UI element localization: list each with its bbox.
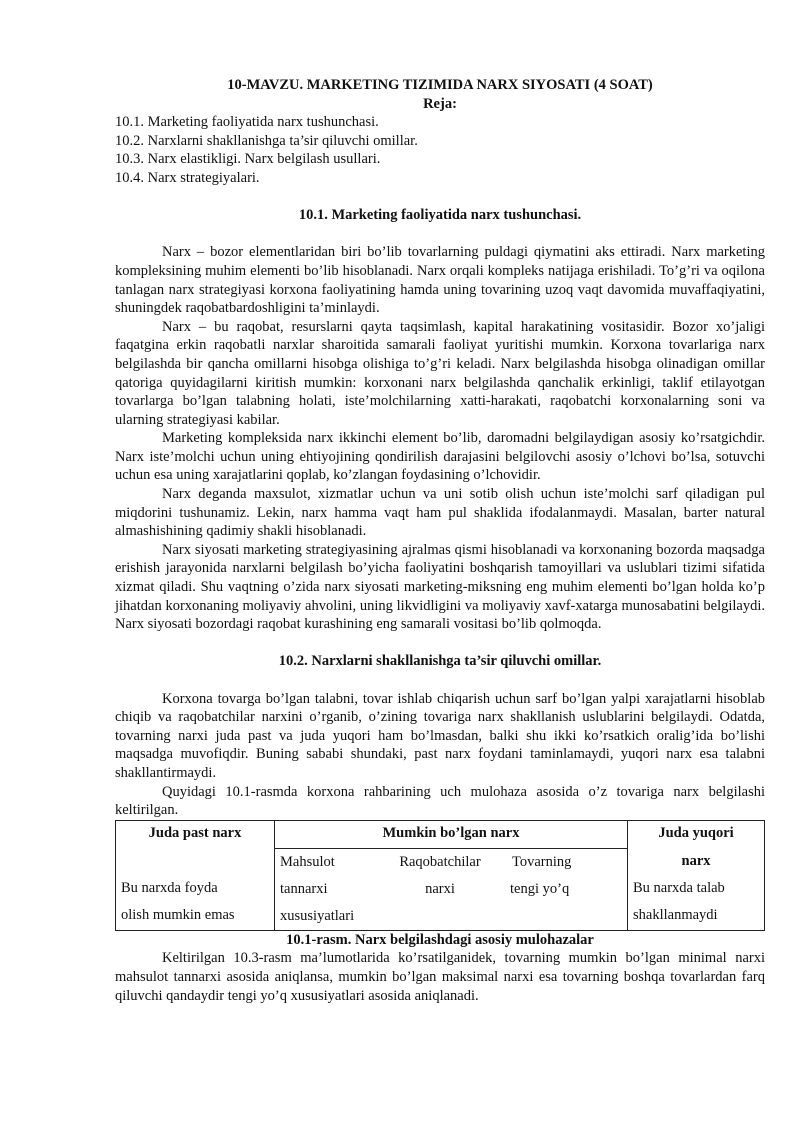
document-page [115,76,765,1005]
sub-competitor-price: Raqobatchilar narxi [399,853,481,897]
cell-text: Bu narxda foyda [121,880,218,897]
header-very-low-price: Juda past narx [116,820,275,848]
plan-item: 10.1. Marketing faoliyatida narx tushunchasi. [115,114,379,131]
header-possible-price: Mumkin bo’lgan narx [275,820,628,848]
section-2-heading: 10.2. Narxlarni shakllanishga ta’sir qiluvchi omillar. [278,653,602,670]
price-table [115,820,765,931]
paragraph: Narx siyosati marketing strategiyasining ajralmas qismi hisoblanadi va korxonaning bozorda maqsadga erishish jarayonida narxlarni belgilash bo’yicha faoliyatini boshqarish tamoyillari va uslublari tizimi sifatida xizmat qiladi. Shu vaqtning o’zida narx siyosati marketing-miksning eng muhim elementi bo’lgan holda ko’p jihatdan korxonaning moliyaviy ahvolini, uning likvidligini va moliyaviy xavf-xatarga munosabatini belgilaydi. Narx siyosati bozordagi raqobat kurashining eng samarali vositasi bo’lib qolmoqda. [115,541,765,633]
cell-text: shakllanmaydi [633,907,718,924]
section-1-heading: 10.1. Marketing faoliyatida narx tushunchasi. [298,207,582,224]
paragraph: Narx deganda maxsulot, xizmatlar uchun va uni sotib olish uchun iste’molchi sarf qiladigan pul miqdorini tushunamiz. Lekin, narx hamma vaqt ham pul shaklida ifodalanmaydi. Masalan, barter natural almashishining qadimiy shakli hisoblanadi. [115,486,765,540]
plan-item: 10.4. Narx strategiyalari. [115,169,260,186]
sub-unique-features: Tovarning tengi yo’q [510,853,572,897]
paragraph: Keltirilgan 10.3-rasm ma’lumotlarida ko’rsatilganidek, tovarning mumkin bo’lgan minimal narxi mahsulot tannarxi asosida aniqlansa, mumkin bo’lgan maksimal narxi esa tovarning boshqa tovarlardan farq qiluvchi qandaydir tengi yo’q xususiyatlari asosida aniqlanadi. [115,950,765,1004]
plan-item: 10.3. Narx elastikligi. Narx belgilash usullari. [115,151,381,168]
paragraph: Quyidagi 10.1-rasmda korxona rahbarining uch mulohaza asosida o’z tovariga narx belgilashi keltirilgan. [115,783,765,819]
plan-heading: Reja: [423,95,457,112]
cell-possible-price [275,848,628,930]
paragraph: Marketing kompleksida narx ikkinchi element bo’lib, daromadni belgilaydigan asosiy ko’rsatgichdir. Narx iste’molchi uchun uning ehtiyojining qondirilish darajasini belgilovchi asosiy o’lchovi bo’lsa, sotuvchi uchun esa uning xarajatlarini qoplab, ko’zlangan foydasining o’lchovidir. [115,430,765,484]
paragraph: Korxona tovarga bo’lgan talabni, tovar ishlab chiqarish uchun sarf bo’lgan yalpi xarajatlarni hisoblab chiqib va raqobatchilar narxini o’rganib, o’zining tovariga narx shakllanish uslublarini belgilaydi. Odatda, tovarning narxi juda past va juda yuqori ham bo’lmasdan, balki shu ikki ko’rsatkich oralig’ida bo’lishi maqsadga muvofiqdir. Buning sababi shundaki, past narx foydani taminlamaydi, yuqori narx esa talabni shakllantirmaydi. [115,690,765,781]
paragraph: Narx – bozor elementlaridan biri bo’lib tovarlarning puldagi qiymatini aks ettiradi. Narx marketing kompleksining muhim elementi bo’lib hisoblanadi. Narx orqali kompleks natijaga erishiladi. To’g’ri va oqilona tanlagan narx strategiyasi korxona faoliyatining hamda uning tovarining uzoq vaqt davomida muvaffaqiyatini, shuningdek raqobatbardoshligini ta’minlaydi. [115,244,765,317]
cell-text: olish mumkin emas [121,907,235,924]
sub-cost-price: Mahsulot tannarxi [280,853,335,897]
cell-very-high-price: narx Bu narxda talab shakllanmaydi [628,848,765,930]
paragraph: Narx – bu raqobat, resurslarni qayta taqsimlash, kapital harakatining vositasidir. Bozor xo’jaligi faqatgina erkin raqobatli narxlar sharoitida samarali faoliyat yuritishi mumkin. Korxona tovarlariga narx belgilashda bir qancha omillarni hisobga olishiga to’g’ri keladi. Narx belgilashda hisobga olinadigan omillar qatoriga quyidagilarni kiritish mumkin: korxonani narx belgilashda qanchalik erkinligi, taklif etilayotgan tovarlarga bo’lgan talabning holati, iste’molchilarning xatti-harakati, raqobatchi korxonalarning soni va ularning strategiyasi kabilar. [115,318,765,428]
cell-very-low-price [116,848,275,930]
document-title: 10-MAVZU. MARKETING TIZIMIDA NARX SIYOSATI (4 SOAT) [227,77,653,93]
cell-text: Bu narxda talab [633,880,725,897]
figure-caption: 10.1-rasm. Narx belgilashdagi asosiy mulohazalar [286,931,594,948]
plan-list [115,113,765,187]
sub-features-label: xususiyatlari [280,907,355,924]
header-very-high-price: Juda yuqori [628,820,765,848]
plan-item: 10.2. Narxlarni shakllanishga ta’sir qiluvchi omillar. [115,132,418,149]
